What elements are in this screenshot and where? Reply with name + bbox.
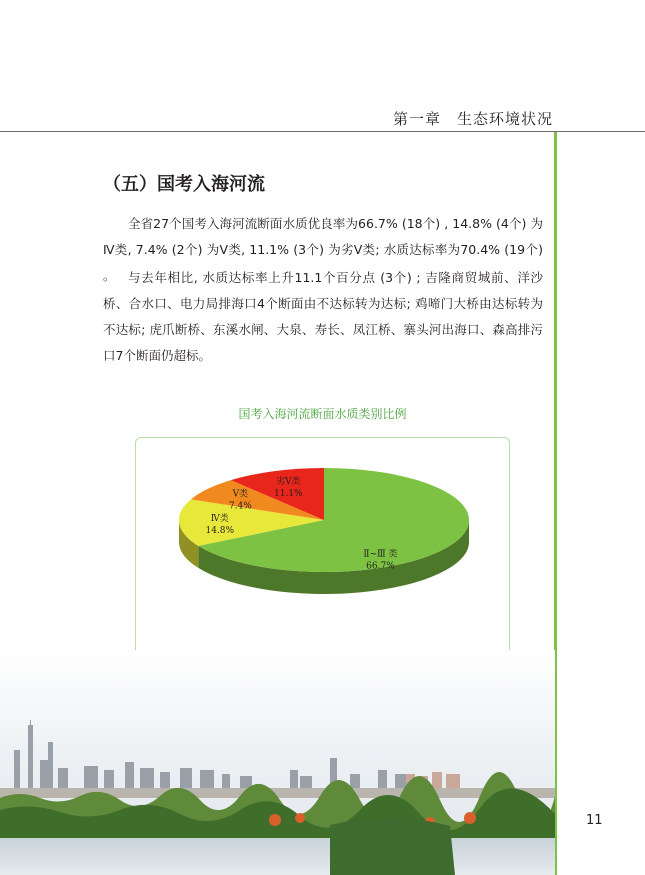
city-skyline-image: [0, 650, 555, 875]
page-number: 11: [586, 813, 603, 828]
chart-title: 国考入海河流断面水质类别比例: [238, 407, 407, 421]
pie-chart: [136, 438, 509, 662]
chart-frame: [135, 437, 510, 663]
pie-label-name-0: Ⅱ~Ⅲ 类: [363, 549, 398, 560]
pie-label-value-2: 7.4%: [228, 501, 252, 512]
pie-label-value-0: 66.7%: [366, 561, 395, 572]
header-rule: [0, 131, 645, 132]
pie-label-value-3: 11.1%: [274, 488, 303, 499]
chapter-title: 第一章 生态环境状况: [392, 110, 553, 128]
pie-label-value-1: 14.8%: [205, 526, 235, 537]
paragraph-year-comparison: 与去年相比, 水质达标率上升11.1个百分点 (3个) ; 吉隆商贸城前、洋沙桥、合水口、电力局排海口4个断面由不达标转为达标; 鸡啼门大桥由达标转为不达标; 虎爪断桥、东溪水闸、大泉、寿长、凤江桥、寨头河出海口、森高排污口7个断面仍超标。: [103, 270, 543, 363]
paragraph-water-quality: 全省27个国考入海河流断面水质优良率为66.7% (18个) , 14.8% (4个) 为Ⅳ类, 7.4% (2个) 为Ⅴ类, 11.1% (3个) 为劣Ⅴ类; 水质达标率为70.4% (19个) 。: [103, 216, 543, 283]
pie-label-name-2: Ⅴ类: [232, 489, 249, 500]
pie-label-name-1: Ⅳ类: [210, 514, 229, 525]
pie-label-name-3: 劣Ⅴ类: [276, 476, 301, 487]
section-heading: （五）国考入海河流: [103, 174, 265, 195]
